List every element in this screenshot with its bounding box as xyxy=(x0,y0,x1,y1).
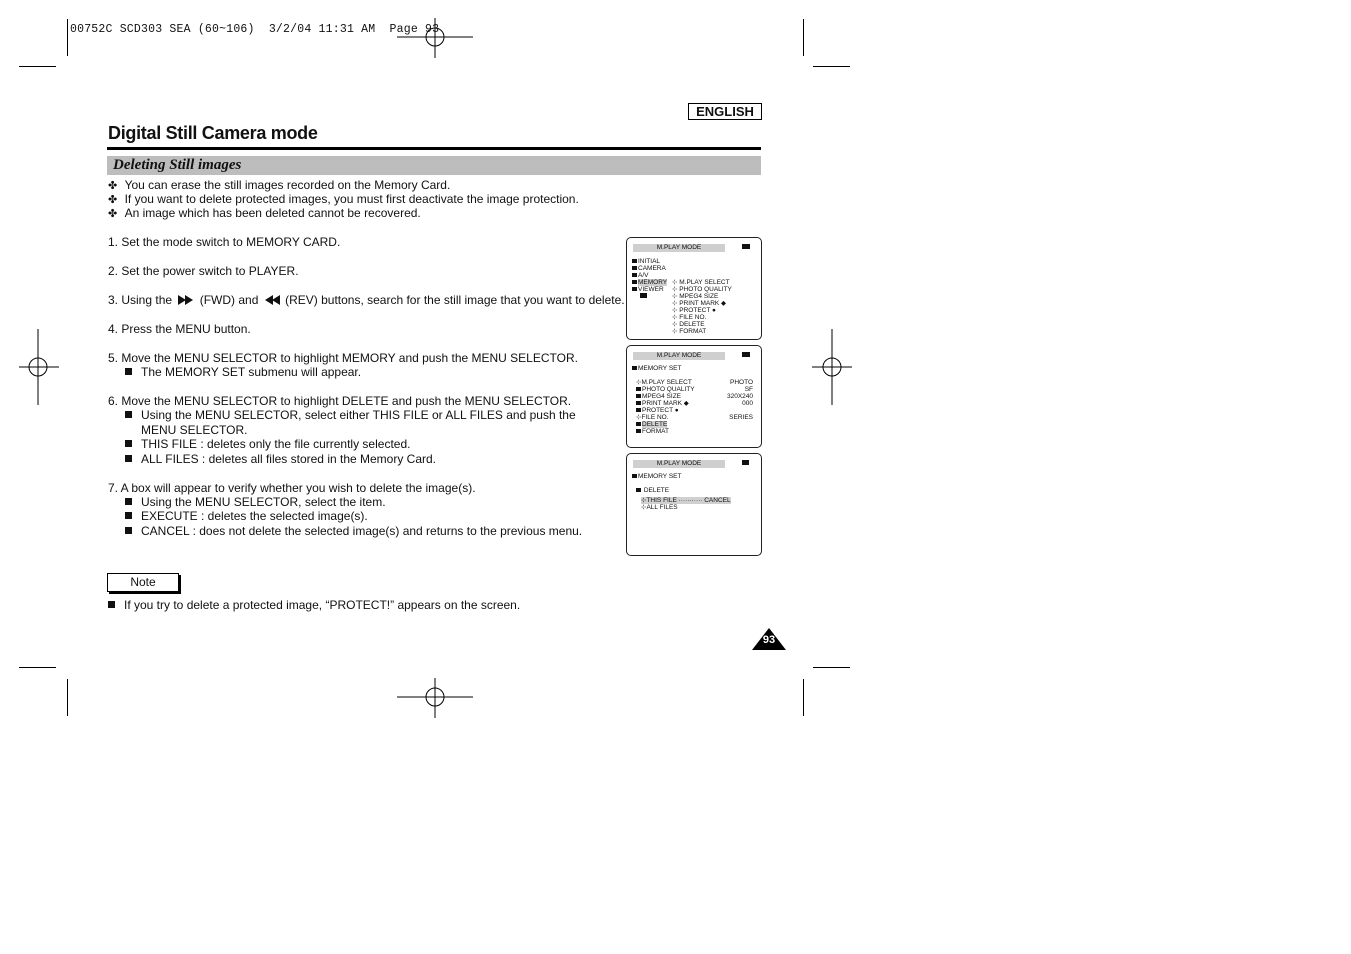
submenu-item: ⊹ DELETE xyxy=(672,321,705,328)
square-bullet-icon xyxy=(108,601,115,608)
submenu-item: ⊹ MPEG4 SIZE xyxy=(672,293,719,300)
intro-bullet: ✤ An image which has been deleted cannot be recovered. xyxy=(108,206,421,220)
submenu-item: ⊹ PHOTO QUALITY xyxy=(672,286,732,293)
lock-icon: ● xyxy=(712,307,716,314)
print-icon: ◆ xyxy=(683,400,689,407)
setting-row: PROTECT ● xyxy=(636,407,753,414)
cross-bullet-icon: ✤ xyxy=(108,180,118,192)
intro-bullet: ✤ You can erase the still images recorded on the Memory Card. xyxy=(108,178,451,192)
rewind-icon xyxy=(265,295,281,305)
crop-mark xyxy=(803,19,804,56)
crop-mark xyxy=(813,667,850,668)
crop-mark xyxy=(67,19,68,56)
screen-title: M.PLAY MODE xyxy=(633,244,725,252)
setting-row: PHOTO QUALITY SF xyxy=(636,386,753,393)
cross-bullet-icon: ✤ xyxy=(108,208,118,220)
screen-title: M.PLAY MODE xyxy=(633,352,725,360)
setting-row: ⊹FILE NO. SERIES xyxy=(636,414,753,421)
submenu-item: ⊹ FILE NO. xyxy=(672,314,707,321)
setting-row: PRINT MARK ◆ 000 xyxy=(636,400,753,407)
cross-bullet-icon: ✤ xyxy=(108,194,118,206)
setting-row: FORMAT xyxy=(636,428,669,435)
square-bullet-icon xyxy=(125,455,132,462)
submenu-item: ⊹ FORMAT xyxy=(672,328,707,335)
submenu-item: ⊹ M.PLAY SELECT xyxy=(672,279,730,286)
step-5: 5. Move the MENU SELECTOR to highlight MEMORY and push the MENU SELECTOR. xyxy=(108,351,578,365)
memory-card-icon xyxy=(742,244,751,251)
delete-option-highlighted: ⊹THIS FILE ··········· CANCEL xyxy=(641,497,731,504)
step-1: 1. Set the mode switch to MEMORY CARD. xyxy=(108,235,341,249)
lcd-screen-memory-set xyxy=(626,345,762,448)
print-header: 00752C SCD303 SEA (60~106) 3/2/04 11:31 AM Page 93 xyxy=(70,23,440,36)
intro-bullet: ✤ If you want to delete protected images, you must first deactivate the image protection. xyxy=(108,192,579,206)
step-4: 4. Press the MENU button. xyxy=(108,322,251,336)
step-7: 7. A box will appear to verify whether you wish to delete the image(s). xyxy=(108,481,476,495)
submenu-item: ⊹ PROTECT ● xyxy=(672,307,716,314)
menu-item: VIEWER xyxy=(632,286,664,293)
step-6-sub: ALL FILES : deletes all files stored in the Memory Card. xyxy=(125,452,436,466)
menu-item: CAMERA xyxy=(632,265,666,272)
square-bullet-icon xyxy=(125,512,132,519)
title-divider xyxy=(107,147,761,150)
language-badge: ENGLISH xyxy=(688,103,762,120)
step-7-sub: CANCEL : does not delete the selected image(s) and returns to the previous menu. xyxy=(125,524,582,538)
menu-item: A/V xyxy=(632,272,648,279)
square-bullet-icon xyxy=(125,527,132,534)
menu-item-highlighted: MEMORY xyxy=(632,279,667,286)
page-number: 93 xyxy=(762,634,776,646)
step-3: 3. Using the (FWD) and (REV) buttons, search for the still image that you want to delete. xyxy=(108,293,625,307)
memory-set-heading: MEMORY SET xyxy=(632,365,681,372)
step-5-sub: The MEMORY SET submenu will appear. xyxy=(125,365,361,379)
page-title: Digital Still Camera mode xyxy=(108,123,318,143)
memory-card-icon xyxy=(742,460,750,467)
setting-row: MPEG4 SIZE 320X240 xyxy=(636,393,753,400)
memory-card-icon xyxy=(742,352,751,359)
registration-mark-icon xyxy=(397,678,473,718)
crop-mark xyxy=(19,667,56,668)
menu-icon xyxy=(640,293,648,300)
setting-row: ⊹M.PLAY SELECT PHOTO xyxy=(636,379,753,386)
crop-mark xyxy=(813,66,850,67)
note-label: Note xyxy=(107,573,179,592)
step-6-sub: THIS FILE : deletes only the file currently selected. xyxy=(125,437,410,451)
crop-mark xyxy=(67,679,68,716)
crop-mark xyxy=(803,679,804,716)
step-7-sub: EXECUTE : deletes the selected image(s). xyxy=(125,509,368,523)
step-6-sub: Using the MENU SELECTOR, select either THIS FILE or ALL FILES and push the xyxy=(125,408,576,422)
crop-mark xyxy=(19,66,56,67)
square-bullet-icon xyxy=(125,368,132,375)
registration-mark-icon xyxy=(812,329,852,405)
memory-set-heading: MEMORY SET xyxy=(632,473,681,480)
print-icon: ◆ xyxy=(721,300,727,307)
delete-option: ⊹ALL FILES xyxy=(641,504,678,511)
step-2: 2. Set the power switch to PLAYER. xyxy=(108,264,299,278)
screen-title: M.PLAY MODE xyxy=(633,460,725,468)
lcd-screen-menu xyxy=(626,237,762,340)
square-bullet-icon xyxy=(125,411,132,418)
delete-heading: DELETE xyxy=(636,487,669,494)
submenu-item: ⊹ PRINT MARK ◆ xyxy=(672,300,727,307)
fast-forward-icon xyxy=(178,295,194,305)
note-text: If you try to delete a protected image, “PROTECT!” appears on the screen. xyxy=(108,598,520,612)
menu-item: INITIAL xyxy=(632,258,660,265)
lcd-screen-delete xyxy=(626,453,762,556)
setting-row-highlighted: DELETE xyxy=(636,421,667,428)
section-title: Deleting Still images xyxy=(113,157,242,173)
step-6: 6. Move the MENU SELECTOR to highlight DELETE and push the MENU SELECTOR. xyxy=(108,394,572,408)
lock-icon: ● xyxy=(674,407,679,414)
registration-mark-icon xyxy=(19,329,59,405)
square-bullet-icon xyxy=(125,498,132,505)
step-7-sub: Using the MENU SELECTOR, select the item. xyxy=(125,495,386,509)
step-6-sub-cont: MENU SELECTOR. xyxy=(141,423,248,437)
square-bullet-icon xyxy=(125,440,132,447)
